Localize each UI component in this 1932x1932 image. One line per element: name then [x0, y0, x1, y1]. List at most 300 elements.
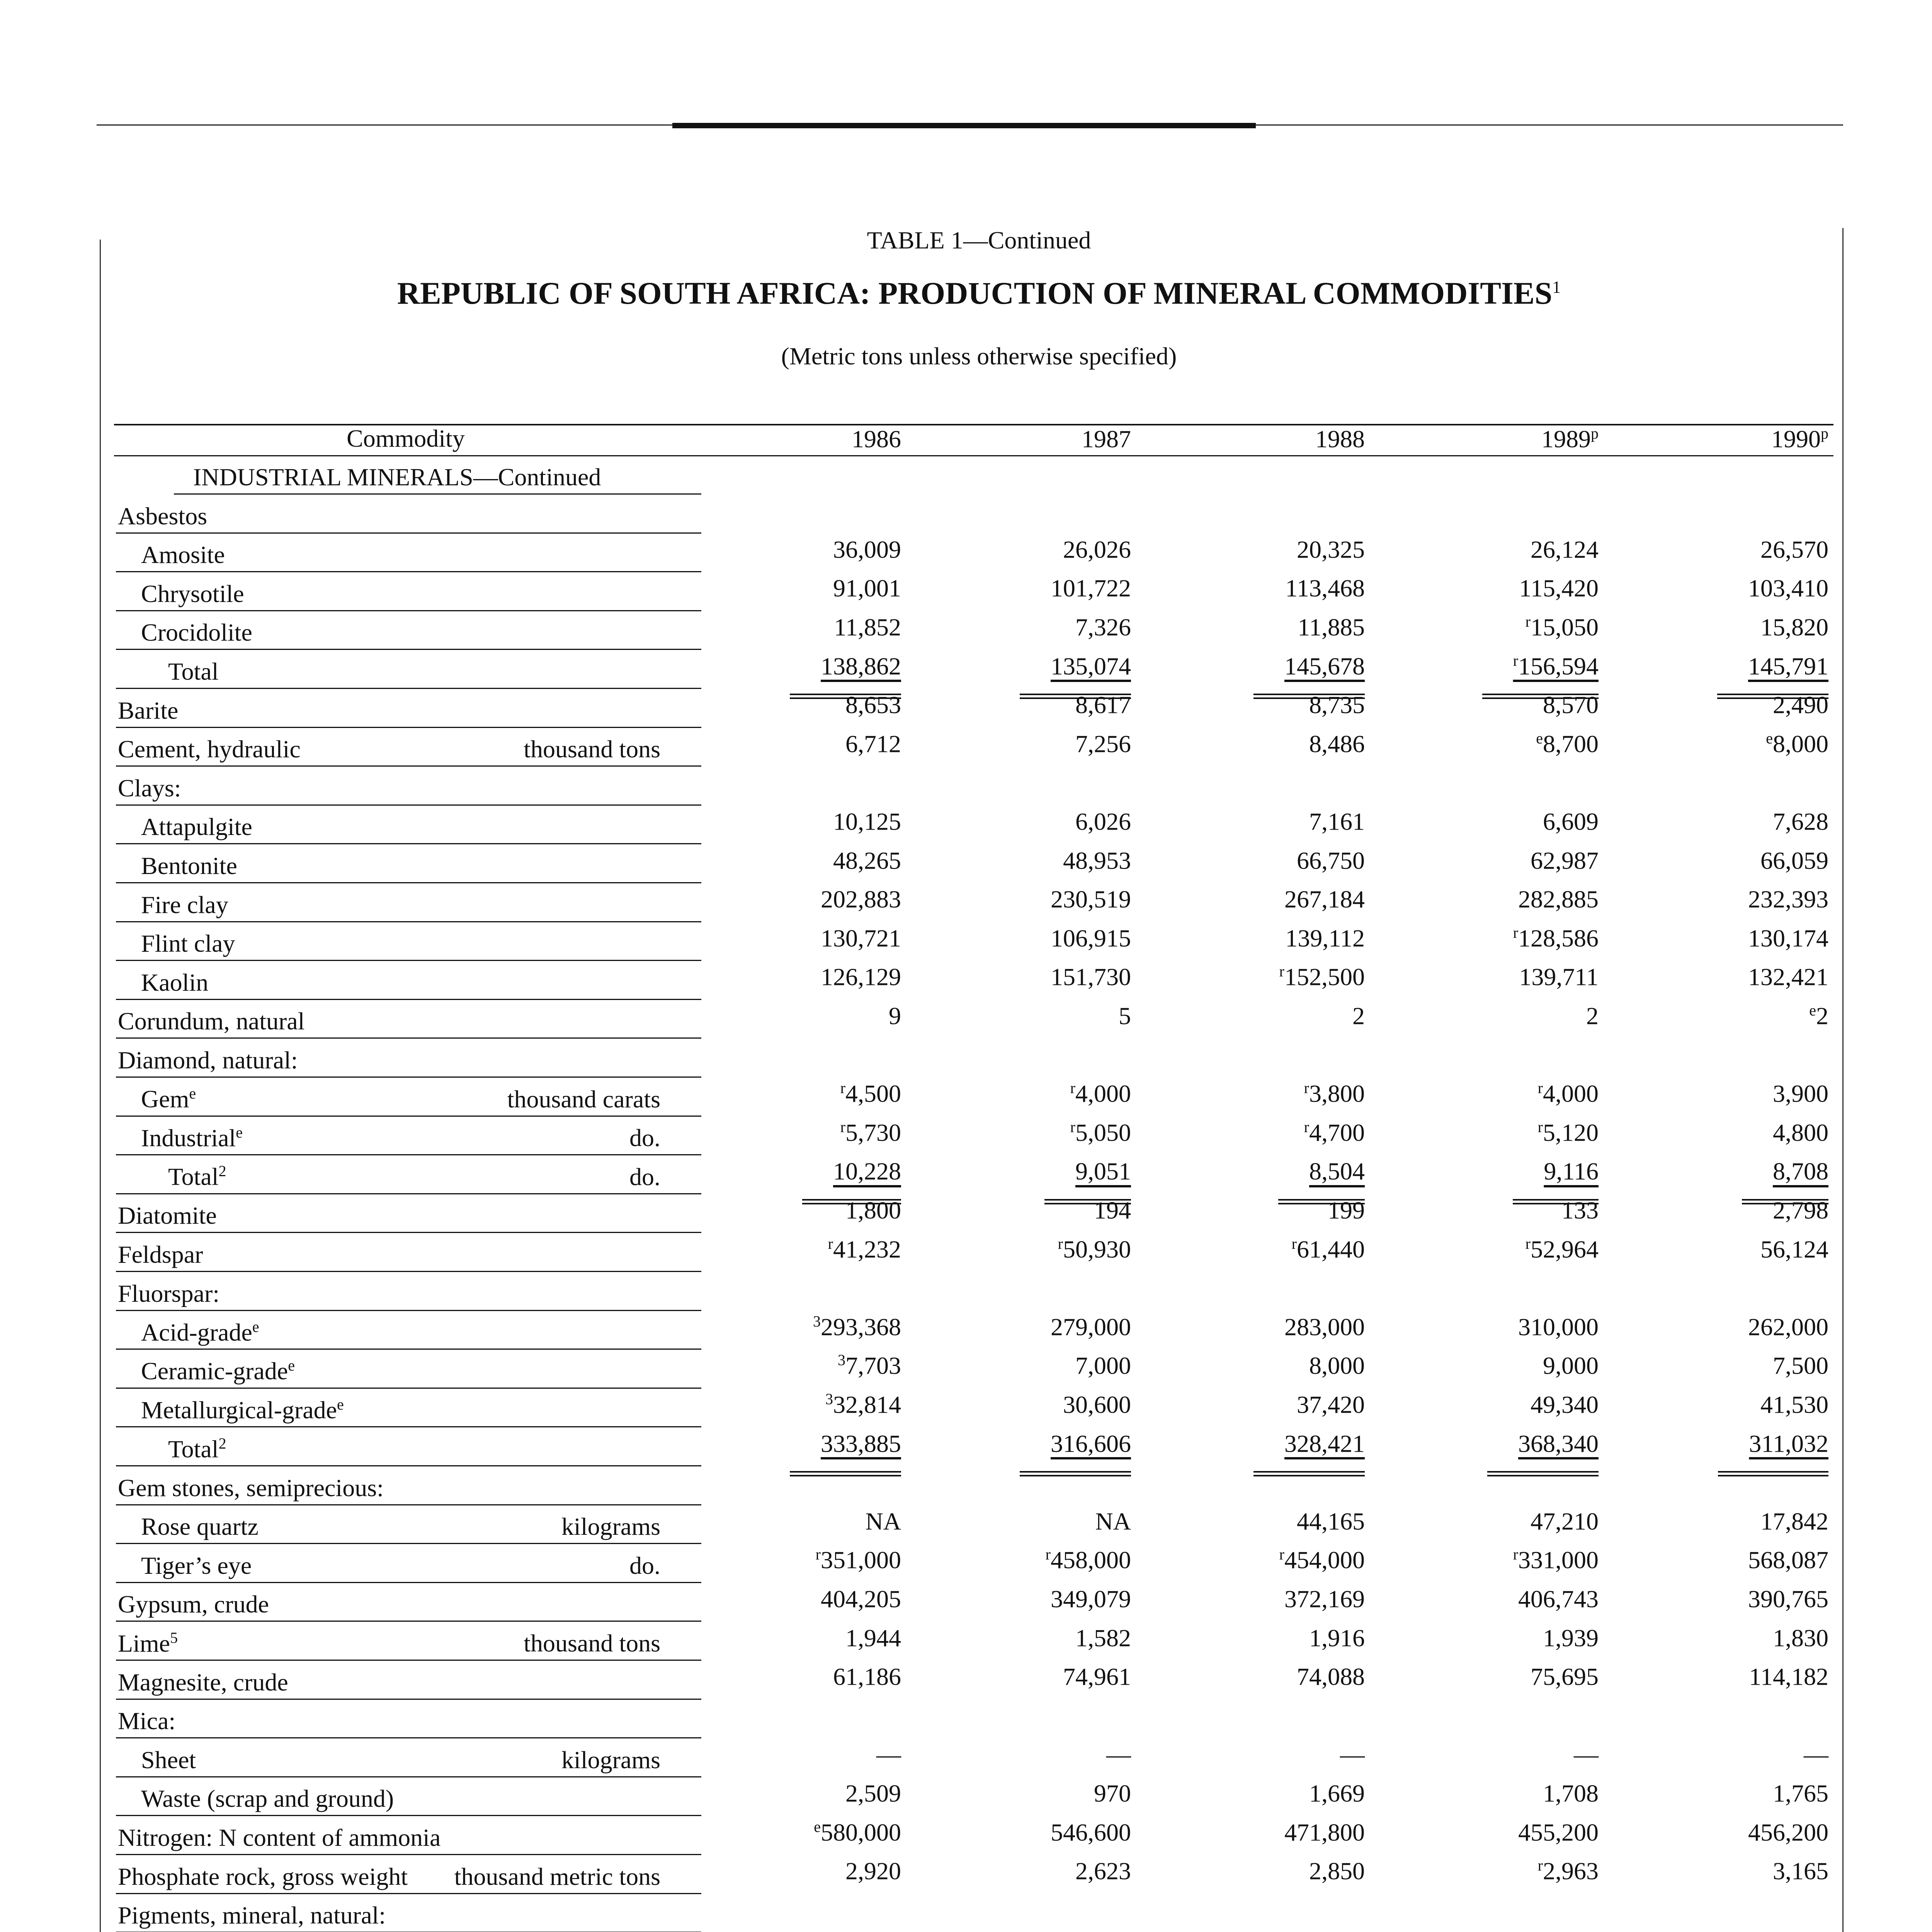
cell-value	[833, 535, 901, 564]
table-row	[0, 1700, 1932, 1738]
cell-note: r	[1537, 1118, 1543, 1136]
cell-value	[833, 1662, 901, 1691]
cell-value	[1075, 807, 1131, 836]
row-rule	[116, 1154, 701, 1155]
cell-number: 4,000	[1075, 1080, 1131, 1107]
cell-number: 4,700	[1309, 1119, 1365, 1146]
row-rule	[116, 1776, 701, 1777]
cell-number: 1,830	[1773, 1624, 1828, 1651]
row-label-note: 2	[218, 1162, 226, 1180]
cell-note: 3	[825, 1390, 833, 1408]
cell-value	[1075, 1623, 1131, 1652]
cell-number: 3,165	[1773, 1857, 1828, 1885]
cell-number: 61,440	[1297, 1235, 1365, 1263]
cell-number: 8,570	[1543, 691, 1599, 719]
cell-number: 2,490	[1773, 691, 1828, 719]
row-label-note: 5	[170, 1629, 178, 1646]
cell-number: 10,228	[833, 1157, 901, 1185]
cell-number: 970	[1094, 1779, 1131, 1807]
cell-value	[1075, 729, 1131, 758]
row-label: Sheet	[141, 1746, 196, 1774]
row-label: Barite	[118, 696, 179, 724]
row-label: Clays:	[118, 774, 181, 802]
cell-value	[1513, 651, 1599, 680]
cell-value	[1760, 535, 1828, 564]
cell-number: —	[1574, 1740, 1599, 1768]
cell-value	[1749, 1662, 1828, 1691]
cell-value	[1544, 1156, 1599, 1185]
cell-value	[1051, 1312, 1131, 1341]
row-label: Total	[168, 1435, 219, 1463]
cell-value	[1075, 1856, 1131, 1885]
cell-number: 1,944	[845, 1624, 901, 1651]
cell-value	[1513, 923, 1599, 952]
cell-value	[1284, 1818, 1365, 1847]
row-label: Corundum, natural	[118, 1007, 305, 1035]
table-row	[0, 1078, 1932, 1117]
cell-number: 11,852	[834, 613, 901, 641]
cell-value	[845, 1623, 901, 1652]
cell-note: r	[1525, 613, 1531, 631]
table-row	[0, 1156, 1932, 1194]
cell-number: 145,791	[1748, 652, 1828, 680]
table-row	[0, 1428, 1932, 1466]
row-rule	[116, 1077, 701, 1078]
cell-value	[866, 1507, 901, 1536]
cell-number: 8,504	[1309, 1157, 1365, 1185]
cell-note: e	[1766, 729, 1773, 747]
cell-number: 333,885	[821, 1430, 901, 1457]
cell-value	[1760, 612, 1828, 641]
cell-value	[1309, 1351, 1365, 1380]
cell-value	[1748, 1818, 1828, 1847]
row-rule	[116, 1116, 701, 1117]
cell-value	[1773, 1079, 1828, 1108]
row-rule	[116, 610, 701, 611]
cell-number: 44,165	[1297, 1507, 1365, 1535]
cell-number: 74,088	[1297, 1663, 1365, 1690]
cell-number: 61,186	[833, 1663, 901, 1690]
cell-value	[1328, 1196, 1365, 1225]
cell-number: 2,798	[1773, 1196, 1828, 1224]
cell-value	[1075, 612, 1131, 641]
cell-number: 471,800	[1284, 1818, 1365, 1846]
row-label: Tiger’s eye	[141, 1551, 252, 1579]
table-row	[0, 1855, 1932, 1894]
cell-number: 404,205	[821, 1585, 901, 1613]
cell-number: —	[1340, 1740, 1365, 1768]
cell-number: 9,000	[1543, 1352, 1599, 1379]
cell-number: 2	[1586, 1002, 1599, 1030]
cell-value	[1518, 1429, 1599, 1458]
cell-value	[1051, 1818, 1131, 1847]
cell-note: r	[1070, 1118, 1075, 1136]
cell-value	[1760, 846, 1828, 875]
cell-value	[1773, 1196, 1828, 1225]
table-row	[0, 1661, 1932, 1700]
cell-value	[1773, 690, 1828, 719]
cell-number: 267,184	[1284, 885, 1365, 913]
column-header-year: 1986	[852, 425, 901, 453]
cell-value	[1748, 1584, 1828, 1613]
cell-value	[821, 884, 901, 913]
row-rule	[116, 1465, 701, 1466]
cell-number: 372,169	[1284, 1585, 1365, 1613]
cell-note: r	[1045, 1546, 1051, 1563]
row-rule	[116, 1621, 701, 1622]
row-rule	[116, 1037, 701, 1039]
table-row	[0, 573, 1932, 611]
table-row	[0, 1311, 1932, 1350]
cell-number: 199	[1328, 1196, 1365, 1224]
cell-value	[1518, 1818, 1599, 1847]
cell-value	[1284, 1584, 1365, 1613]
cell-number: NA	[865, 1507, 901, 1535]
cell-number: 7,500	[1773, 1352, 1828, 1379]
row-label: Gem stones, semiprecious:	[118, 1474, 384, 1502]
cell-number: 7,326	[1075, 613, 1131, 641]
cell-value	[1095, 1507, 1131, 1536]
cell-number: 4,800	[1773, 1119, 1828, 1146]
cell-note: r	[828, 1235, 833, 1252]
cell-value	[1285, 923, 1365, 952]
row-label: Metallurgical-grade	[141, 1396, 337, 1424]
cell-value	[1340, 1740, 1365, 1769]
cell-number: 351,000	[821, 1546, 901, 1574]
row-rule	[116, 571, 701, 572]
cell-number: 52,964	[1531, 1235, 1599, 1263]
column-header-year: 1987	[1082, 425, 1131, 453]
cell-number: —	[876, 1740, 901, 1768]
row-rule	[116, 1271, 701, 1272]
cell-value	[1773, 807, 1828, 836]
cell-value	[1304, 1079, 1365, 1108]
table-row	[0, 650, 1932, 689]
row-label-note: e	[288, 1357, 295, 1374]
cell-value	[821, 651, 901, 680]
cell-value	[1292, 1235, 1365, 1264]
cell-value	[1297, 1662, 1365, 1691]
row-label: Total	[168, 658, 219, 685]
cell-value	[1749, 1429, 1828, 1458]
table-row	[0, 884, 1932, 922]
table-row	[0, 961, 1932, 1000]
cell-number: 546,600	[1051, 1818, 1131, 1846]
cell-number: 456,200	[1748, 1818, 1828, 1846]
cell-value	[1051, 1429, 1131, 1458]
row-label: Amosite	[141, 541, 225, 569]
table-title	[0, 275, 1932, 311]
row-rule	[116, 532, 701, 534]
cell-value	[1538, 1079, 1599, 1108]
cell-value	[1284, 1429, 1365, 1458]
cell-number: 406,743	[1518, 1585, 1599, 1613]
cell-number: 101,722	[1051, 574, 1131, 602]
cell-number: 114,182	[1749, 1663, 1828, 1690]
cell-value	[1070, 1079, 1131, 1108]
cell-value	[1543, 1779, 1599, 1808]
cell-value	[816, 1545, 901, 1574]
cell-note: 3	[813, 1312, 821, 1330]
cell-number: 8,000	[1309, 1352, 1365, 1379]
cell-number: 3,800	[1309, 1080, 1365, 1107]
cell-value	[1519, 962, 1599, 991]
cell-number: 6,712	[845, 730, 901, 758]
cell-number: 7,703	[845, 1352, 901, 1379]
row-unit: thousand tons	[524, 1629, 660, 1657]
row-label-wrap	[141, 1318, 259, 1347]
cell-number: 156,594	[1518, 652, 1599, 680]
cell-value	[876, 1740, 901, 1769]
cell-number: 11,885	[1298, 613, 1365, 641]
cell-value	[1748, 923, 1828, 952]
cell-number: 454,000	[1284, 1546, 1365, 1574]
cell-number: 5	[1119, 1002, 1131, 1030]
row-rule	[116, 1893, 701, 1894]
cell-value	[845, 1856, 901, 1885]
cell-number: 66,059	[1760, 847, 1828, 874]
cell-note: r	[1513, 923, 1518, 941]
cell-number: 1,582	[1075, 1624, 1131, 1651]
row-label: Attapulgite	[141, 813, 252, 841]
cell-value	[833, 573, 901, 602]
cell-value	[1075, 1156, 1131, 1185]
row-rule	[116, 804, 701, 806]
table-row	[0, 806, 1932, 844]
cell-value	[1298, 612, 1365, 641]
cell-note: r	[1304, 1118, 1309, 1136]
row-label: Total	[168, 1163, 219, 1190]
row-rule	[116, 1543, 701, 1544]
cell-value	[838, 1351, 901, 1380]
cell-value	[833, 846, 901, 875]
cell-note: r	[840, 1079, 845, 1097]
cell-note: r	[1525, 1235, 1531, 1252]
cell-value	[1773, 1856, 1828, 1885]
cell-note: r	[840, 1118, 845, 1136]
cell-number: 5,730	[845, 1119, 901, 1146]
row-label-wrap	[168, 1434, 226, 1463]
cell-value	[1304, 1118, 1365, 1147]
column-header-year: 1988	[1315, 425, 1365, 453]
cell-number: 2,920	[845, 1857, 901, 1885]
row-rule	[116, 1815, 701, 1816]
table-row	[0, 1544, 1932, 1583]
cell-number: 8,000	[1773, 730, 1828, 758]
cell-value	[1766, 729, 1828, 758]
cell-number: 2	[1816, 1002, 1828, 1030]
cell-value	[1543, 690, 1599, 719]
row-unit: do.	[629, 1124, 660, 1152]
cell-number: 10,125	[833, 808, 901, 835]
table-row	[0, 922, 1932, 961]
cell-value	[1297, 846, 1365, 875]
table-row	[0, 1117, 1932, 1155]
cell-number: 66,750	[1297, 847, 1365, 874]
cell-value	[833, 807, 901, 836]
row-rule	[116, 1232, 701, 1233]
cell-value	[845, 690, 901, 719]
cell-value	[840, 1118, 901, 1147]
cell-number: 133	[1561, 1196, 1599, 1224]
cell-value	[1748, 1545, 1828, 1574]
cell-number: 1,939	[1543, 1624, 1599, 1651]
cell-value	[1518, 1312, 1599, 1341]
cell-number: 26,124	[1531, 536, 1599, 563]
cell-number: 139,112	[1285, 924, 1365, 952]
cell-number: 390,765	[1748, 1585, 1828, 1613]
cell-number: 1,669	[1309, 1779, 1365, 1807]
column-header-commodity: Commodity	[347, 425, 465, 452]
cell-value	[1531, 535, 1599, 564]
cell-number: 8,653	[845, 691, 901, 719]
cell-number: 128,586	[1518, 924, 1599, 952]
cell-number: 311,032	[1749, 1430, 1828, 1457]
table-row	[0, 1233, 1932, 1272]
table-row	[0, 767, 1932, 806]
cell-number: 8,708	[1773, 1157, 1828, 1185]
cell-value	[1748, 1312, 1828, 1341]
cell-value	[1561, 1196, 1599, 1225]
cell-number: 41,530	[1760, 1391, 1828, 1418]
cell-number: 20,325	[1297, 536, 1365, 563]
row-rule	[116, 1426, 701, 1427]
cell-note: r	[815, 1546, 821, 1563]
row-unit: do.	[629, 1163, 660, 1190]
cell-value	[1538, 1856, 1599, 1885]
cell-value	[1051, 884, 1131, 913]
cell-value	[1284, 884, 1365, 913]
cell-number: 368,340	[1518, 1430, 1599, 1457]
cell-value	[845, 729, 901, 758]
cell-value	[1284, 1312, 1365, 1341]
cell-value	[821, 923, 901, 952]
row-rule	[116, 1310, 701, 1311]
row-unit: thousand metric tons	[454, 1862, 660, 1890]
column-header-year: 1990$^p$	[1771, 425, 1828, 453]
cell-note: r	[1304, 1079, 1309, 1097]
row-label: Flint clay	[141, 930, 235, 957]
table-row	[0, 1039, 1932, 1078]
row-label: Pigments, mineral, natural:	[118, 1901, 386, 1929]
row-rule	[116, 765, 701, 767]
title-footnote-marker: 1	[1552, 277, 1561, 297]
cell-note: r	[1537, 1079, 1543, 1097]
cell-value	[1309, 729, 1365, 758]
cell-number: 15,050	[1531, 613, 1599, 641]
table-title-text: REPUBLIC OF SOUTH AFRICA: PRODUCTION OF MINERAL COMMODITIES	[397, 276, 1553, 311]
row-label-note: e	[337, 1396, 344, 1413]
row-rule	[116, 1582, 701, 1583]
cell-value	[833, 1156, 901, 1185]
cell-number: 145,678	[1284, 652, 1365, 680]
cell-number: 202,883	[821, 885, 901, 913]
row-label-note: e	[189, 1085, 196, 1102]
cell-note: e	[1809, 1002, 1816, 1019]
table-row	[0, 1272, 1932, 1311]
table-row	[0, 1777, 1932, 1816]
cell-value	[825, 1390, 901, 1419]
cell-number: 30,600	[1063, 1391, 1131, 1418]
row-label: Gem	[141, 1085, 189, 1113]
cell-value	[1309, 690, 1365, 719]
cell-value	[813, 1312, 901, 1341]
table-row	[0, 1467, 1932, 1505]
cell-number: 126,129	[821, 963, 901, 991]
row-rule	[116, 1193, 701, 1194]
row-rule	[116, 999, 701, 1000]
row-unit: kilograms	[561, 1513, 660, 1541]
cell-number: 32,814	[833, 1391, 901, 1418]
row-label: Nitrogen: N content of ammonia	[118, 1824, 441, 1851]
table-row	[0, 728, 1932, 767]
row-label: Bentonite	[141, 852, 237, 879]
cell-value	[1297, 1390, 1365, 1419]
cell-note: r	[1058, 1235, 1063, 1252]
row-label: Acid-grade	[141, 1318, 252, 1346]
row-label: Ceramic-grade	[141, 1357, 288, 1385]
cell-value	[1809, 1001, 1828, 1030]
cell-number: 6,026	[1075, 808, 1131, 835]
cell-value	[1760, 1390, 1828, 1419]
cell-number: 115,420	[1519, 574, 1599, 602]
cell-value	[821, 1429, 901, 1458]
cell-number: 106,915	[1051, 924, 1131, 952]
cell-value	[828, 1235, 901, 1264]
cell-value	[1518, 1584, 1599, 1613]
cell-number: 8,700	[1543, 730, 1599, 758]
table-row	[0, 1389, 1932, 1427]
cell-value	[1574, 1740, 1599, 1769]
row-label: Chrysotile	[141, 580, 244, 607]
cell-number: 91,001	[833, 574, 901, 602]
cell-number: 36,009	[833, 536, 901, 563]
cell-note: r	[1070, 1079, 1075, 1097]
cell-number: 3,900	[1773, 1080, 1828, 1107]
cell-number: 50,930	[1063, 1235, 1131, 1263]
cell-value	[1543, 807, 1599, 836]
table-row	[0, 845, 1932, 883]
cell-value	[1748, 573, 1828, 602]
cell-number: 568,087	[1748, 1546, 1828, 1574]
row-label: Feldspar	[118, 1241, 203, 1268]
cell-number: 130,721	[821, 924, 901, 952]
cell-value	[1046, 1545, 1131, 1574]
cell-value	[1297, 535, 1365, 564]
table-row	[0, 1505, 1932, 1544]
cell-note: e	[814, 1818, 821, 1835]
row-rule	[116, 1699, 701, 1700]
cell-number: 349,079	[1051, 1585, 1131, 1613]
cell-value	[1536, 729, 1599, 758]
row-rule	[116, 1504, 701, 1505]
cell-value	[1748, 884, 1828, 913]
cell-number: 282,885	[1518, 885, 1599, 913]
table-row	[0, 1894, 1932, 1932]
row-label: Mica:	[118, 1707, 176, 1735]
cell-number: 4,500	[845, 1080, 901, 1107]
cell-number: 1,765	[1773, 1779, 1828, 1807]
cell-number: —	[1804, 1740, 1828, 1768]
row-rule	[116, 1660, 701, 1661]
cell-value	[1051, 923, 1131, 952]
row-label: Cement, hydraulic	[118, 735, 301, 763]
cell-number: 8,486	[1309, 730, 1365, 758]
row-label: Diamond, natural:	[118, 1046, 298, 1074]
cell-value	[1538, 1118, 1599, 1147]
cell-value	[889, 1001, 901, 1030]
cell-value	[1519, 573, 1599, 602]
